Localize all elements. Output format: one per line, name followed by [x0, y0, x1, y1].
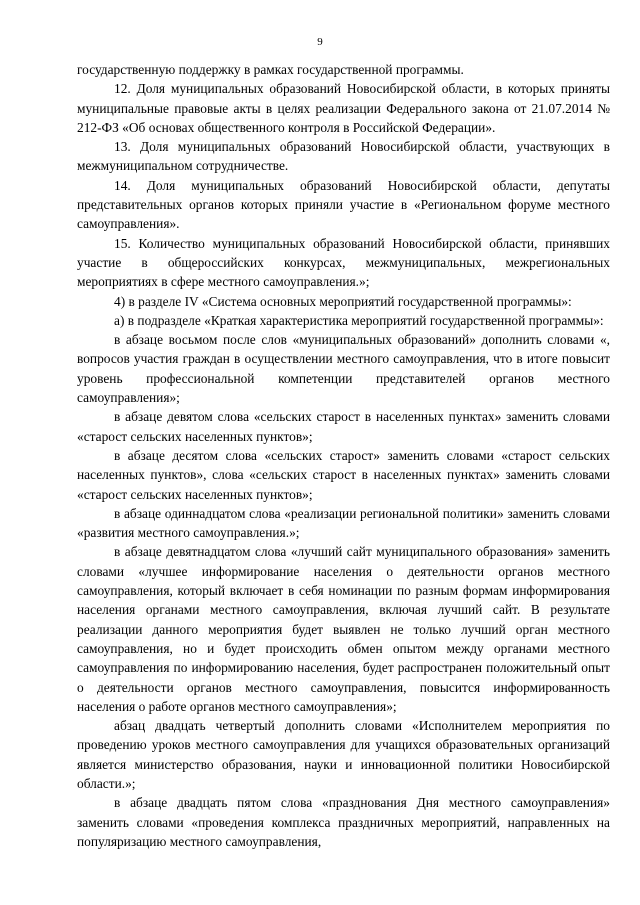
paragraph: государственную поддержку в рамках государственной программы.	[77, 62, 464, 77]
page-number: 9	[317, 36, 323, 48]
paragraph: 12. Доля муниципальных образований Новосибирской области, в которых приняты муниципальные правовые акты в целях реализации Федерального закона от 21.07.2014 № 212-ФЗ «Об основах общественного контроля в Российской Федерации».	[77, 81, 610, 135]
paragraph: 13. Доля муниципальных образований Новосибирской области, участвующих в межмуниципальном сотрудничестве.	[77, 139, 610, 174]
paragraph: в абзаце двадцать пятом слова «празднования Дня местного самоуправления» заменить словами «проведения комплекса праздничных мероприятий, направленных на популяризацию местного самоуправления,	[77, 795, 610, 849]
paragraph: в абзаце одиннадцатом слова «реализации региональной политики» заменить словами «развития местного самоуправления.»;	[77, 505, 610, 541]
paragraph: в абзаце восьмом после слов «муниципальных образований» дополнить словами «, вопросов участия граждан в осуществлении местного самоуправления, что в итоге повысит уровень профессиональной компетенции представителей органов местного самоуправления»;	[77, 332, 610, 406]
paragraph: 4) в разделе IV «Система основных мероприятий государственной программы»:	[114, 293, 572, 309]
paragraph: абзац двадцать четвертый дополнить словами «Исполнителем мероприятия по проведению уроков местного самоуправления для учащихся образовательных организаций является министерство образования, науки и инновационной политики Новосибирской области.»;	[77, 718, 610, 791]
paragraph: 15. Количество муниципальных образований Новосибирской области, принявших участие в общероссийских конкурсах, межмуниципальных, межрегиональных мероприятиях в сфере местного самоуправления.»;	[77, 235, 610, 290]
paragraph: в абзаце десятом слова «сельских старост» заменить словами «старост сельских населенных пунктов», слова «сельских старост в населенных пунктах» заменить словами «старост сельских населенных пунктов»;	[77, 447, 610, 502]
paragraph: 14. Доля муниципальных образований Новосибирской области, депутаты представительных органов которых приняли участие в «Региональном форуме местного самоуправления».	[77, 177, 610, 232]
paragraph: а) в подразделе «Краткая характеристика мероприятий государственной программы»:	[114, 312, 604, 328]
document-body	[77, 60, 610, 851]
paragraph: в абзаце девятом слова «сельских старост в населенных пунктах» заменить словами «старост сельских населенных пунктов»;	[77, 409, 610, 444]
paragraph: в абзаце девятнадцатом слова «лучший сайт муниципального образования» заменить словами «лучшее информирование населения о деятельности органов местного самоуправления, который включает в себя номинации по разным формам информирования населения органами местного самоуправления, включая лучший сайт. В результате реализации данного мероприятия будет выявлен не только лучший орган местного самоуправления, но и будет происходить обмен опытом между органами местного самоуправления по информированию населения, будет распространен положительный опыт о деятельности органов местного самоуправления, повысится информированность населения о работе органов местного самоуправления»;	[77, 544, 610, 714]
